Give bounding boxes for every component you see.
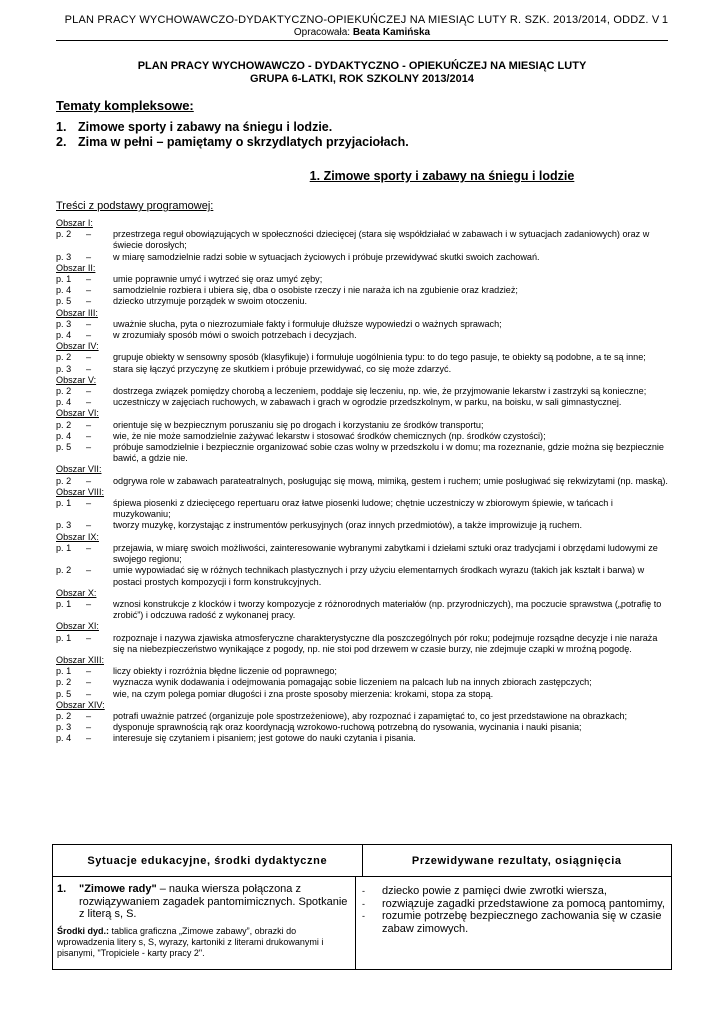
item-dash: – [86,229,92,240]
area-item [56,364,668,375]
situation-number: 1. [57,883,67,895]
item-dash: – [86,318,92,329]
area-item [56,420,668,431]
item-dash: – [86,419,92,430]
area-item [56,352,668,363]
area-item [56,498,668,520]
point-number: p. 2 [56,229,72,240]
plan-table [52,844,672,970]
area-label: Obszar XIV: [56,699,105,710]
topic-text: Zimowe sporty i zabawy na śniegu i lodzie. [78,120,333,134]
result-text: rozumie potrzebę bezpiecznego zachowania się w czasie zabaw zimowych. [382,910,662,935]
topic-number: 1. [56,120,67,134]
area-label: Obszar I: [56,218,93,228]
point-text: grupuje obiekty w sensowny sposób (klasyfikuje) i formułuje uogólnienia typu: to do tego pasuje, te obiekty są podobne, a te są inne; [113,352,646,363]
point-number: p. 4 [56,430,72,441]
point-text: stara się łączyć przyczynę ze skutkiem i próbuje przewidywać, co się może zdarzyć. [113,363,452,374]
point-number: p. 2 [56,565,72,576]
content-basis-heading: Treści z podstawy programowej: [56,200,214,212]
item-dash: – [86,542,92,553]
area-label: Obszar V: [56,374,97,385]
point-number: p. 5 [56,442,72,453]
situation-item [57,883,351,921]
item-dash: – [86,598,92,609]
header-title: PLAN PRACY WYCHOWAWCZO-DYDAKTYCZNO-OPIEKUŃCZEJ NA MIESIĄC LUTY R. SZK. 2013/2014, ODDZ. V [64,14,660,26]
area-item [56,229,668,251]
topic-number: 2. [56,135,67,149]
area-item [56,599,668,621]
curriculum-areas [56,218,668,745]
topic-item [56,120,409,135]
point-text: liczy obiekty i rozróżnia błędne liczenie od poprawnego; [113,666,337,677]
area-label: Obszar VIII: [56,486,105,497]
point-text: odgrywa role w zabawach parateatralnych, posługując się mową, mimiką, gestem i ruchem; umie posługiwać się rekwizytami (np. maską). [113,475,668,486]
point-number: p. 1 [56,498,72,509]
area-item [56,285,668,296]
area-label: Obszar III: [56,307,98,318]
area-label: Obszar VI: [56,408,99,419]
area-item [56,666,668,677]
point-text: uczestniczy w zajęciach ruchowych, w zabawach i grach w ogrodzie przedszkolnym, w parku, na boisku, w sali gimnastycznej. [113,397,622,408]
didactic-means [57,926,351,959]
point-number: p. 2 [56,419,72,430]
topics-list [56,120,409,150]
didactic-text: tablica graficzna „Zimowe zabawy”, obrazki do wprowadzenia litery s, S, wyrazy, kartoniki z literami drukowanymi i pisanymi, "Tropiciele - karty pracy 2". [57,925,324,958]
area-label: Obszar XI: [56,621,99,632]
item-dash: – [86,475,92,486]
title-line-2: GRUPA 6-LATKI, ROK SZKOLNY 2013/2014 [250,72,474,85]
area-item [56,397,668,408]
point-text: umie wypowiadać się w różnych technikach plastycznych i przy użyciu elementarnych środkach wyrazu (takich jak kształt i barwa) w postaci prostych kompozycji i form konstrukcyjnych. [113,565,645,587]
item-dash: – [86,722,92,733]
point-text: wie, że nie może samodzielnie zażywać lekarstw i stosować środków chemicznych (np. środków czystości); [113,430,546,441]
section-heading: 1. Zimowe sporty i zabawy na śniegu i lodzie [309,169,575,183]
situation-text [79,883,351,921]
result-bullet: - [362,898,365,909]
area-item [56,733,668,744]
document-title [56,60,668,85]
author-name: Beata Kamińska [352,27,431,38]
result-bullet: - [362,886,365,896]
point-text: orientuje się w bezpiecznym poruszaniu się po drogach i korzystaniu ze środków transportu; [113,419,484,430]
didactic-label: Środki dyd.: [57,925,110,936]
item-dash: – [86,677,92,688]
point-text: w miarę samodzielnie radzi sobie w sytuacjach życiowych i próbuje przewidywać skutki swoich zachowań. [113,251,540,262]
item-dash: – [86,498,92,509]
point-text: wyznacza wynik dodawania i odejmowania pomagając sobie liczeniem na palcach lub na innych zbiorach zastępczych; [113,677,592,688]
point-number: p. 3 [56,251,72,262]
area-item [56,633,668,655]
point-text: śpiewa piosenki z dziecięcego repertuaru oraz łatwe piosenki ludowe; chętnie uczestniczy w zbiorowym śpiewie, w tańcach i muzykowaniu; [113,498,613,520]
result-text: rozwiązuje zagadki przedstawione za pomocą pantomimy, [382,897,665,910]
item-dash: – [86,363,92,374]
point-text: uważnie słucha, pyta o niezrozumiałe fakty i formułuje dłuższe wypowiedzi o ważnych sprawach; [113,318,502,329]
point-number: p. 2 [56,386,72,397]
point-number: p. 4 [56,397,72,408]
point-text: rozpoznaje i nazywa zjawiska atmosferyczne charakterystyczne dla poszczególnych pór roku; podejmuje rozsądne decyzje i nie naraża się na niebezpieczeństwo wynikające z pogody, np. nie stoi pod drzewem w czasie burzy, nie zdejmuje czapki w mroźną pogodę. [113,632,658,654]
point-text: tworzy muzykę, korzystając z instrumentów perkusyjnych (oraz innych przedmiotów), a także improwizuje ją ruchem. [113,520,582,531]
item-dash: – [86,274,92,285]
point-text: dysponuje sprawnością rąk oraz koordynacją wzrokowo-ruchową potrzebną do rysowania, wycinania i nauki pisania; [113,722,582,733]
area-label: Obszar XIII: [56,654,105,665]
result-item [362,885,665,898]
point-number: p. 4 [56,330,72,341]
point-text: interesuje się czytaniem i pisaniem; jest gotowe do nauki czytania i pisania. [113,733,416,744]
point-text: wznosi konstrukcje z klocków i tworzy kompozycje z różnorodnych materiałów (np. przyrodniczych), ma poczucie sprawstwa („potrafię to zrobić”) i odczuwa radość z wykonanej pracy. [113,598,662,621]
area-item [56,330,668,341]
point-number: p. 3 [56,520,72,531]
item-dash: – [86,352,92,363]
point-number: p. 1 [56,542,72,553]
item-dash: – [86,710,92,721]
item-dash: – [86,386,92,397]
topic-text: Zima w pełni – pamiętamy o skrzydlatych przyjaciołach. [78,135,409,149]
item-dash: – [86,565,92,576]
area-item [56,543,668,565]
table-header [53,845,671,877]
item-dash: – [86,688,92,699]
area-label: Obszar X: [56,587,97,598]
author-label: Opracowała: [293,27,351,38]
area-item [56,252,668,263]
point-number: p. 2 [56,352,72,363]
point-text: dostrzega związek pomiędzy chorobą a leczeniem, poddaje się leczeniu, np. wie, że przyjmowanie lekarstw i zastrzyki są konieczne; [113,386,647,397]
area-label: Obszar IV: [56,341,99,352]
item-dash: – [86,520,92,531]
point-number: p. 4 [56,733,72,744]
situations-cell [53,877,355,969]
area-item [56,442,668,464]
column-header-situations: Sytuacje edukacyjne, środki dydaktyczne [87,854,328,867]
area-item [56,722,668,733]
point-number: p. 5 [56,688,72,699]
point-text: wie, na czym polega pomiar długości i zna proste sposoby mierzenia: krokami, stopa za stopą. [113,688,494,699]
item-dash: – [86,330,92,341]
point-number: p. 4 [56,285,72,296]
point-number: p. 1 [56,274,72,285]
point-number: p. 1 [56,598,72,609]
result-item [362,910,665,935]
point-number: p. 3 [56,722,72,733]
area-item [56,689,668,700]
page-number: 1 [661,14,668,26]
topics-heading: Tematy kompleksowe: [56,98,194,113]
area-item [56,274,668,285]
item-dash: – [86,285,92,296]
point-text: próbuje samodzielnie i bezpiecznie organizować sobie czas wolny w przedszkolu i w domu; ma rozeznanie, gdzie można się bezpiecznie bawić, a gdzie nie. [113,442,664,464]
situation-title: "Zimowe rady" [79,883,157,895]
header-divider [56,40,668,41]
point-number: p. 5 [56,296,72,307]
point-number: p. 3 [56,318,72,329]
table-row [53,877,671,969]
point-text: samodzielnie rozbiera i ubiera się, dba o osobiste rzeczy i nie naraża ich na zgubienie oraz kradzież; [113,285,518,296]
area-item [56,386,668,397]
result-bullet: - [362,911,365,921]
area-item [56,476,668,487]
point-number: p. 2 [56,677,72,688]
point-text: dziecko utrzymuje porządek w swoim otoczeniu. [113,296,308,307]
point-text: przejawia, w miarę swoich możliwości, zainteresowanie wybranymi zabytkami i dziełami sztuki oraz tradycjami i obrzędami ludowymi ze swojego regionu; [113,542,658,565]
area-item [56,711,668,722]
topic-item [56,135,409,150]
item-dash: – [86,251,92,262]
item-dash: – [86,430,92,441]
point-number: p. 2 [56,475,72,486]
item-dash: – [86,733,92,744]
item-dash: – [86,397,92,408]
column-header-results: Przewidywane rezultaty, osiągnięcia [362,845,672,876]
point-number: p. 1 [56,666,72,677]
area-item [56,677,668,688]
item-dash: – [86,296,92,307]
results-cell [355,877,671,969]
point-text: w zrozumiały sposób mówi o swoich potrzebach i decyzjach. [113,330,357,341]
point-number: p. 1 [56,632,72,643]
point-number: p. 2 [56,710,72,721]
result-item [362,898,665,911]
item-dash: – [86,442,92,453]
area-item [56,431,668,442]
result-text: dziecko powie z pamięci dwie zwrotki wiersza, [382,885,607,897]
area-item [56,565,668,587]
point-text: potrafi uważnie patrzeć (organizuje pole spostrzeżeniowe), aby rozpoznać i zapamiętać to, co jest przedstawione na obrazkach; [113,710,628,721]
point-text: umie poprawnie umyć i wytrzeć się oraz umyć zęby; [113,274,323,285]
item-dash: – [86,632,92,643]
area-label: Obszar II: [56,262,96,273]
page-header [56,14,668,39]
area-label: Obszar VII: [56,464,102,475]
situation-description: – nauka wiersza połączona z rozwiązywaniem zagadek pantomimicznych. Spotkanie z literą s, S. [79,883,348,920]
area-item [56,520,668,531]
area-item [56,296,668,307]
area-item [56,319,668,330]
area-label: Obszar IX: [56,531,99,542]
point-number: p. 3 [56,363,72,374]
point-text: przestrzega reguł obowiązujących w społeczności dziecięcej (stara się współdziałać w zabawach i w sytuacjach zadaniowych) oraz w świecie dorosłych; [113,229,650,251]
title-line-1: PLAN PRACY WYCHOWAWCZO - DYDAKTYCZNO - OPIEKUŃCZEJ NA MIESIĄC LUTY [137,60,587,72]
header-author [56,27,668,39]
item-dash: – [86,666,92,677]
